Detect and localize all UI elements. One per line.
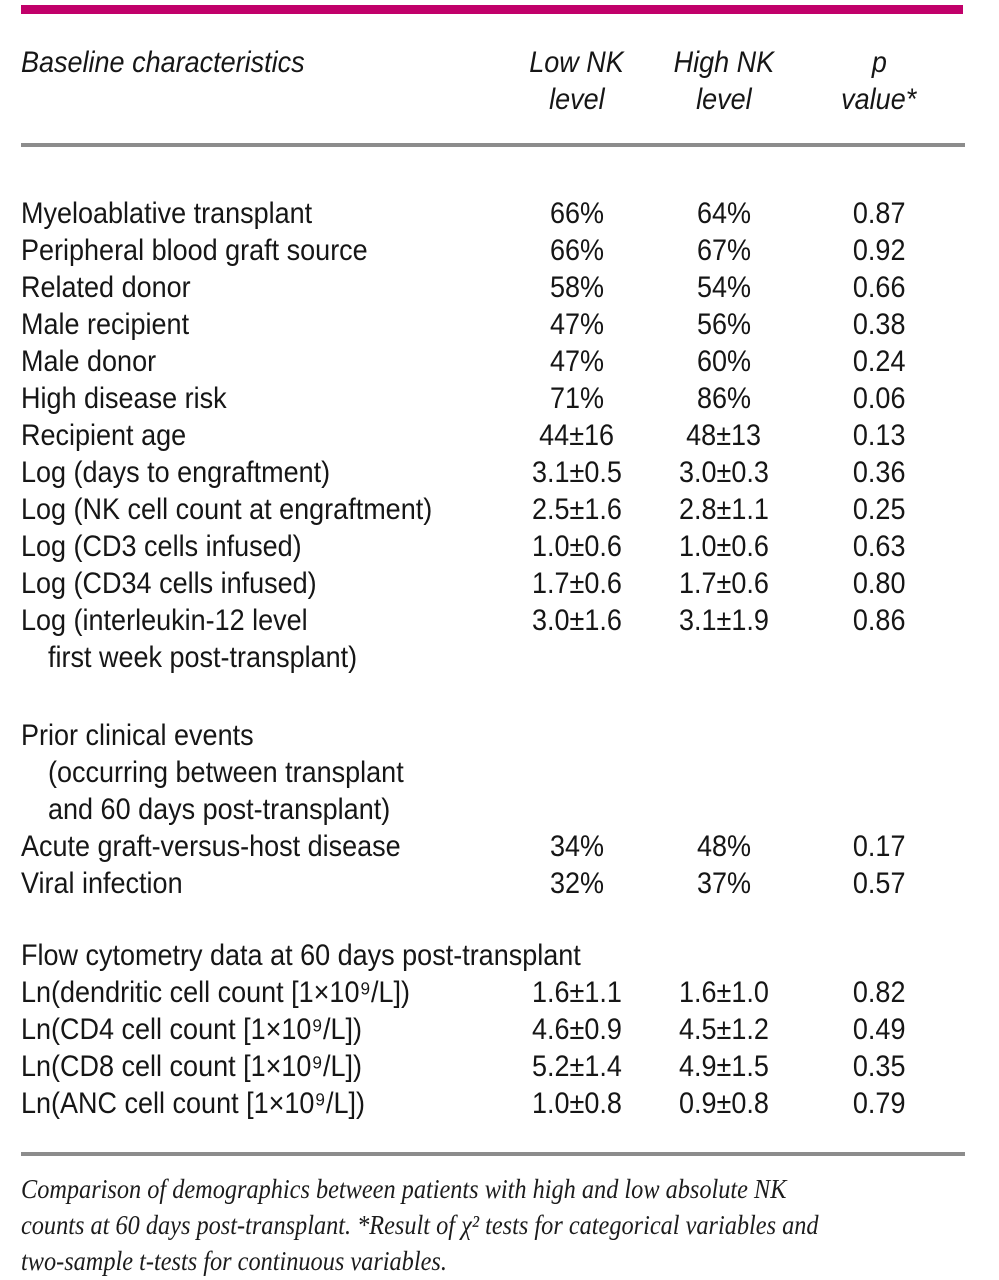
row-label [21,454,501,491]
value-text: 47% [549,308,605,341]
value-low-nk [501,380,653,417]
row-label [21,417,501,454]
value-high-nk [653,269,795,306]
row-label [21,974,501,1011]
p-value [795,491,963,528]
caption-line [21,1243,965,1279]
caption-line [21,1171,965,1207]
row-label-text: Log (NK cell count at engraftment) [21,493,433,526]
row-label [21,1085,501,1122]
p-value [795,865,963,902]
row-label-line [21,602,501,639]
value-high-nk [653,1048,795,1085]
value-text: 0.66 [852,271,906,304]
p-value [795,974,963,1011]
value-text: 54% [696,271,752,304]
table-row [21,343,965,380]
value-text: 71% [549,382,605,415]
value-text: 5.2±1.4 [532,1050,622,1083]
value-text: 0.86 [852,604,906,637]
row-label-text: Ln(ANC cell count [1×10⁹/L]) [21,1087,365,1120]
row-label-text: Male recipient [21,308,190,341]
header-rule [21,143,965,147]
table-row [21,306,965,343]
value-text: 66% [549,197,605,230]
value-low-nk [501,565,653,602]
row-label [21,232,501,269]
section-heading [21,937,965,974]
row-label-text: Male donor [21,345,157,378]
value-text: 1.0±0.6 [532,530,622,563]
value-text: 48% [696,830,752,863]
table-row [21,865,965,902]
column-header-line [795,44,963,81]
value-text: 0.63 [852,530,906,563]
table-row [21,195,965,232]
table-row [21,454,965,491]
p-value [795,195,963,232]
value-text: 44±16 [539,419,615,452]
value-low-nk [501,828,653,865]
value-high-nk [653,454,795,491]
row-label [21,269,501,306]
value-text: 3.0±1.6 [532,604,622,637]
value-text: 3.0±0.3 [679,456,769,489]
value-low-nk [501,1085,653,1122]
value-text: 0.49 [852,1013,906,1046]
value-text: 67% [696,234,752,267]
value-high-nk [653,865,795,902]
column-header-text: level [696,83,752,116]
value-low-nk [501,1011,653,1048]
table-row [21,565,965,602]
table-container [21,44,965,1279]
value-text: 58% [549,271,605,304]
value-high-nk [653,343,795,380]
value-low-nk [501,528,653,565]
row-label [21,528,501,565]
value-text: 48±13 [686,419,762,452]
value-high-nk [653,491,795,528]
value-text: 1.0±0.8 [532,1087,622,1120]
table-caption [21,1171,965,1279]
row-label-text: Acute graft-versus-host disease [21,830,401,863]
value-low-nk [501,974,653,1011]
value-text: 0.06 [852,382,906,415]
value-high-nk [653,828,795,865]
value-high-nk [653,1085,795,1122]
table-row [21,232,965,269]
value-text: 37% [696,867,752,900]
p-value [795,417,963,454]
section-heading [21,717,965,828]
column-header-label: Baseline characteristics [21,46,305,79]
section-heading-line [21,717,965,754]
column-header-text: level [549,83,605,116]
p-value [795,828,963,865]
table-row [21,269,965,306]
row-label [21,565,501,602]
row-label [21,865,501,902]
column-header-line [501,44,653,81]
value-low-nk [501,195,653,232]
section-heading-line [21,791,965,828]
column-header-text: value* [841,83,917,116]
table-section-prior-clinical-events [21,717,965,902]
table-section-baseline [21,195,965,676]
p-value [795,454,963,491]
value-text: 0.25 [852,493,906,526]
value-high-nk [653,1011,795,1048]
value-text: 1.6±1.1 [532,976,622,1009]
value-text: 4.5±1.2 [679,1013,769,1046]
row-label [21,1048,501,1085]
column-header-line [653,81,795,118]
table-row [21,828,965,865]
column-header-baseline-characteristics [21,44,501,81]
p-value [795,232,963,269]
value-text: 0.82 [852,976,906,1009]
column-header-line [501,81,653,118]
value-text: 0.9±0.8 [679,1087,769,1120]
value-text: 4.6±0.9 [532,1013,622,1046]
value-text: 3.1±1.9 [679,604,769,637]
p-value [795,1048,963,1085]
value-low-nk [501,269,653,306]
value-low-nk [501,417,653,454]
table-body [21,195,965,1122]
table-row [21,1085,965,1122]
value-text: 4.9±1.5 [679,1050,769,1083]
value-high-nk [653,565,795,602]
section-heading-line [21,754,965,791]
table-row [21,417,965,454]
column-header-line [653,44,795,81]
row-label [21,828,501,865]
value-high-nk [653,528,795,565]
value-low-nk [501,454,653,491]
row-label [21,306,501,343]
section-heading-text: (occurring between transplant [48,756,404,789]
value-text: 0.92 [852,234,906,267]
caption-text: two-sample t-tests for continuous variables. [21,1246,447,1276]
value-low-nk [501,343,653,380]
table-row [21,380,965,417]
table-row [21,1048,965,1085]
value-text: 56% [696,308,752,341]
value-text: 86% [696,382,752,415]
value-high-nk [653,380,795,417]
row-label [21,195,501,232]
row-label-text: Log (days to engraftment) [21,456,331,489]
row-label [21,1011,501,1048]
value-low-nk [501,491,653,528]
value-text: 0.17 [852,830,906,863]
value-low-nk [501,602,653,639]
p-value [795,1011,963,1048]
caption-text: counts at 60 days post-transplant. *Result of χ² tests for categorical variables and [21,1210,819,1240]
value-text: 32% [549,867,605,900]
row-label-text: first week post-transplant) [48,641,358,674]
caption-text: Comparison of demographics between patients with high and low absolute NK [21,1174,787,1204]
value-text: 66% [549,234,605,267]
value-text: 3.1±0.5 [532,456,622,489]
table-section-flow-cytometry [21,937,965,1122]
row-label-continuation [21,639,501,676]
value-high-nk [653,417,795,454]
section-heading-line [21,937,965,974]
value-text: 0.80 [852,567,906,600]
section-heading-text: Prior clinical events [21,719,254,752]
value-text: 0.79 [852,1087,906,1120]
row-label [21,343,501,380]
row-label [21,380,501,417]
column-header-p-value [795,44,963,118]
row-label [21,491,501,528]
p-value [795,306,963,343]
value-text: 0.24 [852,345,906,378]
table-header-row [21,44,965,118]
column-header-low-nk [501,44,653,118]
p-value [795,565,963,602]
section-heading-text: Flow cytometry data at 60 days post-transplant [21,939,581,972]
p-value [795,528,963,565]
column-header-line [795,81,963,118]
value-text: 0.57 [852,867,906,900]
table-row [21,528,965,565]
row-label-text: Ln(dendritic cell count [1×10⁹/L]) [21,976,411,1009]
value-text: 0.87 [852,197,906,230]
value-text: 34% [549,830,605,863]
value-text: 0.38 [852,308,906,341]
row-label-text: Viral infection [21,867,183,900]
value-text: 0.36 [852,456,906,489]
table-row [21,491,965,528]
row-label-text: Log (CD34 cells infused) [21,567,317,600]
table-row [21,974,965,1011]
column-header-text: High NK [673,46,775,79]
row-label-text: Log (CD3 cells infused) [21,530,302,563]
value-low-nk [501,1048,653,1085]
footer-rule [21,1152,965,1156]
row-label-text: Myeloablative transplant [21,197,313,230]
value-text: 47% [549,345,605,378]
value-text: 64% [696,197,752,230]
section-heading-text: and 60 days post-transplant) [48,793,391,826]
row-label-text: Recipient age [21,419,187,452]
value-high-nk [653,195,795,232]
value-high-nk [653,974,795,1011]
value-text: 1.7±0.6 [532,567,622,600]
row-label-text: Log (interleukin-12 level [21,604,308,637]
value-text: 1.7±0.6 [679,567,769,600]
table-row [21,1011,965,1048]
value-text: 1.0±0.6 [679,530,769,563]
value-high-nk [653,602,795,639]
row-label-text: Related donor [21,271,191,304]
p-value [795,1085,963,1122]
value-text: 0.13 [852,419,906,452]
value-high-nk [653,306,795,343]
value-text: 2.5±1.6 [532,493,622,526]
table-row [21,602,965,676]
value-text: 2.8±1.1 [679,493,769,526]
row-label-text: Peripheral blood graft source [21,234,368,267]
p-value [795,269,963,306]
p-value [795,380,963,417]
row-label [21,602,501,676]
value-text: 0.35 [852,1050,906,1083]
caption-line [21,1207,965,1243]
value-text: 1.6±1.0 [679,976,769,1009]
top-accent-bar [21,5,963,14]
value-low-nk [501,306,653,343]
row-label-text: Ln(CD8 cell count [1×10⁹/L]) [21,1050,363,1083]
column-header-high-nk [653,44,795,118]
value-low-nk [501,232,653,269]
value-high-nk [653,232,795,269]
p-value [795,602,963,639]
row-label-text: Ln(CD4 cell count [1×10⁹/L]) [21,1013,363,1046]
column-header-text: Low NK [529,46,625,79]
p-value [795,343,963,380]
column-header-text: p [871,46,887,79]
value-low-nk [501,865,653,902]
row-label-text: High disease risk [21,382,227,415]
value-text: 60% [696,345,752,378]
